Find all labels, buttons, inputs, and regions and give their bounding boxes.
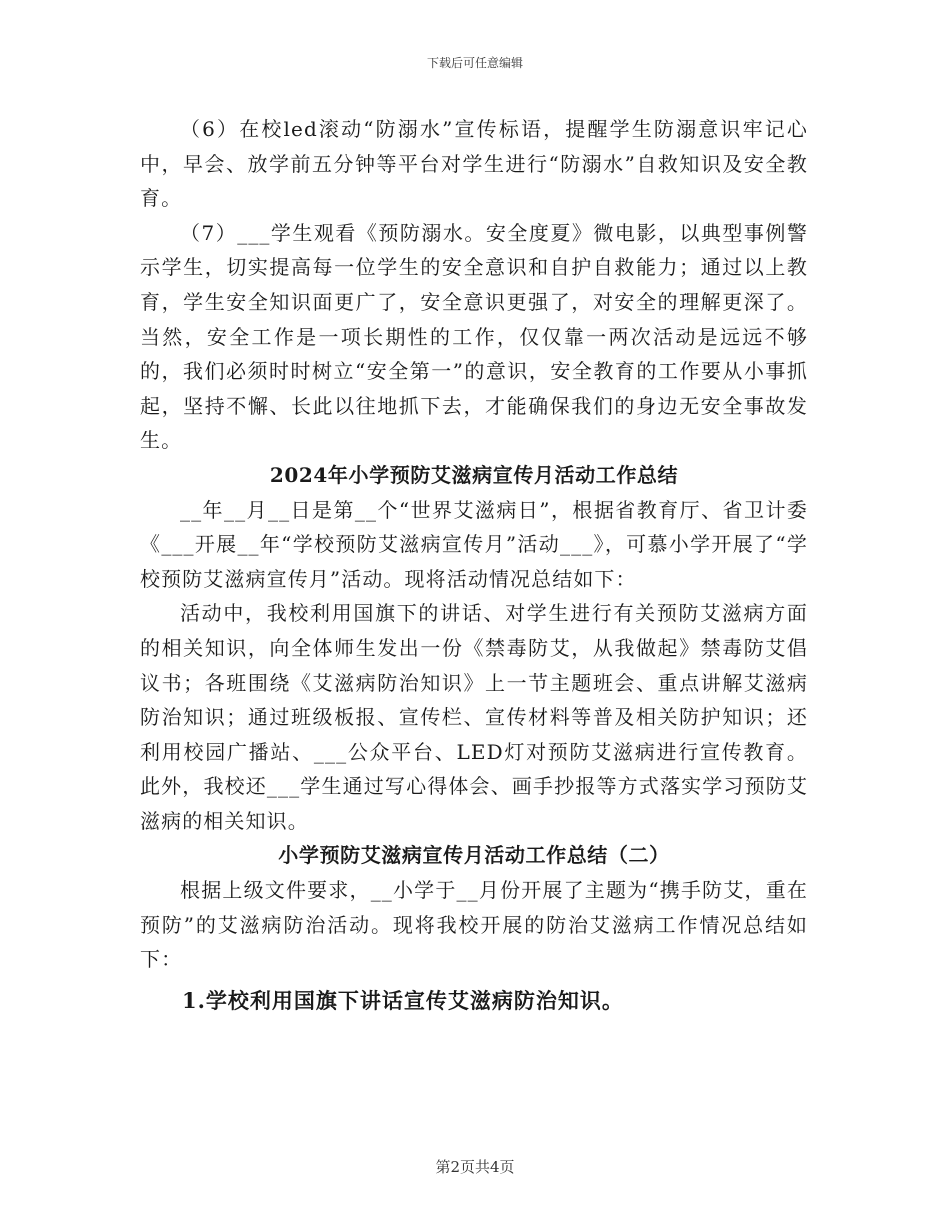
section1-intro-paragraph: __年__月__日是第__个“世界艾滋病日”，根据省教育厅、省卫计委《___开展__年“学校预防艾滋病宣传月”活动___》，可慕小学开展了“学校预防艾滋病宣传月”活动。现将活动情况总结如下： <box>140 497 808 591</box>
page-header: 下载后可任意编辑 <box>426 56 523 70</box>
bold-list-item-1: 1.学校利用国旗下讲话宣传艾滋病防治知识。 <box>182 987 624 1013</box>
section-heading-2024-summary: 2024年小学预防艾滋病宣传月活动工作总结 <box>269 462 679 487</box>
document-body <box>140 112 808 1025</box>
section-heading-summary-two: 小学预防艾滋病宣传月活动工作总结（二） <box>278 843 670 868</box>
page-footer: 第2页共4页 <box>435 1158 515 1176</box>
paragraph-item-6: （6）在校led滚动“防溺水”宣传标语，提醒学生防溺意识牢记心中，早会、放学前五分钟等平台对学生进行“防溺水”自救知识及安全教育。 <box>140 117 808 211</box>
section1-activity-paragraph: 活动中，我校利用国旗下的讲话、对学生进行有关预防艾滋病方面的相关知识，向全体师生发出一份《禁毒防艾，从我做起》禁毒防艾倡议书；各班围绕《艾滋病防治知识》上一节主题班会、重点讲解艾滋病防治知识；通过班级板报、宣传栏、宣传材料等普及相关防护知识；还利用校园广播站、___公众平台、LED灯对预防艾滋病进行宣传教育。此外，我校还___学生通过写心得体会、画手抄报等方式落实学习预防艾滋病的相关知识。 <box>140 601 808 833</box>
section2-intro-paragraph: 根据上级文件要求，__小学于__月份开展了主题为“携手防艾，重在预防”的艾滋病防治活动。现将我校开展的防治艾滋病工作情况总结如下： <box>140 878 808 972</box>
paragraph-item-7: （7）___学生观看《预防溺水。安全度夏》微电影，以典型事例警示学生，切实提高每一位学生的安全意识和自护自救能力；通过以上教育，学生安全知识面更广了，安全意识更强了，对安全的理解更深了。当然，安全工作是一项长期性的工作，仅仅靠一两次活动是远远不够的，我们必须时时树立“安全第一”的意识，安全教育的工作要从小事抓起，坚持不懈、长此以往地抓下去，才能确保我们的身边无安全事故发生。 <box>140 220 808 453</box>
